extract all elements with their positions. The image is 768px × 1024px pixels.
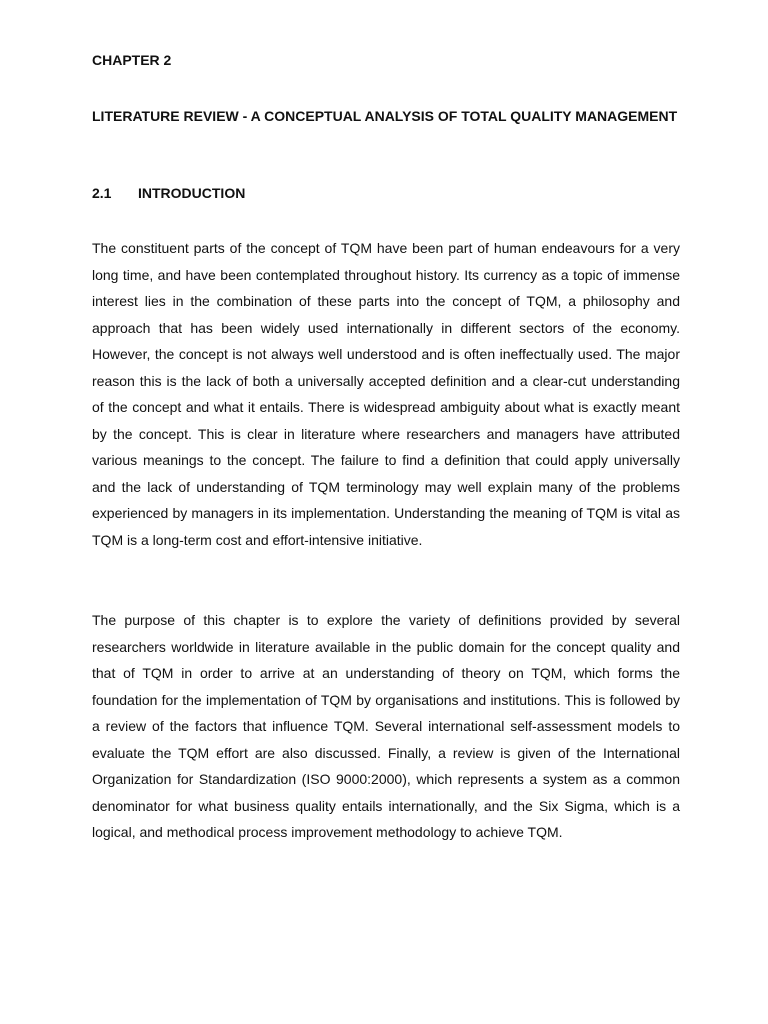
body-paragraph-purpose: The purpose of this chapter is to explore the variety of definitions provided by several researchers worldwide in literature available in the public domain for the concept quality and that of TQM in order to arrive at an understanding of theory on TQM, which forms the foundation for the implementation of TQM by organisations and institutions. This is followed by a review of the factors that influence TQM. Several international self-assessment models to evaluate the TQM effort are also discussed. Finally, a review is given of the International Organization for Standardization (ISO 9000:2000), which represents a system as a common denominator for what business quality entails internationally, and the Six Sigma, which is a logical, and methodical process improvement methodology to achieve TQM. <box>92 612 680 840</box>
section-number: 2.1 <box>92 185 112 201</box>
section-heading <box>92 183 245 203</box>
chapter-title: LITERATURE REVIEW - A CONCEPTUAL ANALYSIS OF TOTAL QUALITY MANAGEMENT <box>92 108 678 124</box>
section-title: INTRODUCTION <box>138 185 246 201</box>
body-paragraph-introduction: The constituent parts of the concept of TQM have been part of human endeavours for a very long time, and have been contemplated throughout history. Its currency as a topic of immense interest lies in the combination of these parts into the concept of TQM, a philosophy and approach that has been widely used internationally in different sectors of the economy. However, the concept is not always well understood and is often ineffectually used. The major reason this is the lack of both a universally accepted definition and a clear-cut understanding of the concept and what it entails. There is widespread ambiguity about what is exactly meant by the concept. This is clear in literature where researchers and managers have attributed various meanings to the concept. The failure to find a definition that could apply universally and the lack of understanding of TQM terminology may well explain many of the problems experienced by managers in its implementation. Understanding the meaning of TQM is vital as TQM is a long-term cost and effort-intensive initiative. <box>92 240 680 548</box>
chapter-label: CHAPTER 2 <box>92 52 172 68</box>
